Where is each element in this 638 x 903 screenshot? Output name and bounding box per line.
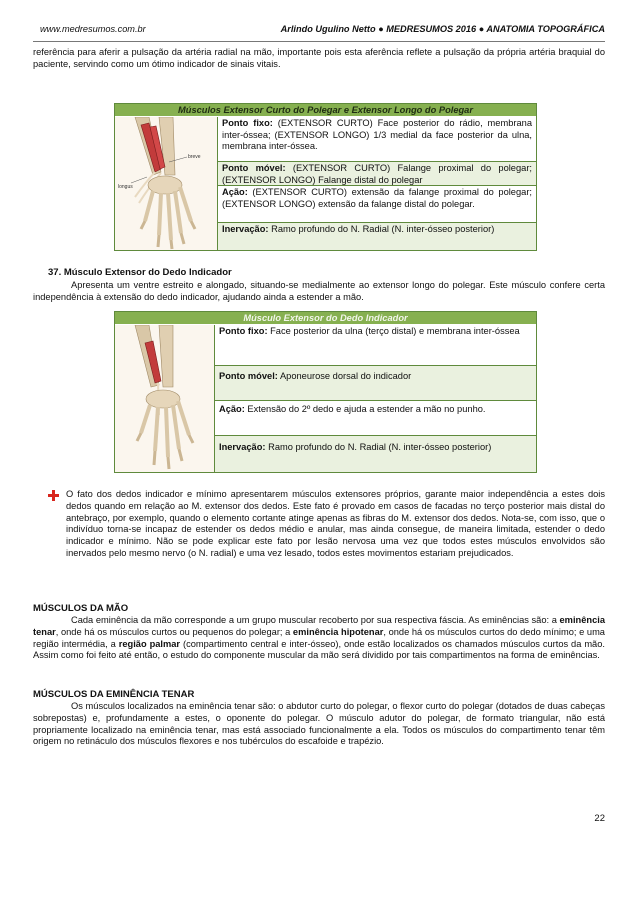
tenar-section-heading: MÚSCULOS DA EMINÊNCIA TENAR	[33, 689, 195, 700]
page-number: 22	[594, 813, 605, 824]
section-37-paragraph: Apresenta um ventre estreito e alongado, situando-se medialmente ao extensor longo do polegar. Este músculo confere certa independência à extensão do dedo indicador, ajudando ainda a estender a mão.	[33, 280, 605, 302]
header-author-line: Arlindo Ugulino Netto ● MEDRESUMOS 2016 ● ANATOMIA TOPOGRÁFICA	[280, 24, 605, 34]
table-row	[218, 185, 536, 222]
row-text: (EXTENSOR CURTO) Falange proximal do polegar; (EXTENSOR LONGO) Falange distal do polegar	[222, 163, 532, 185]
row-label: Inervação:	[219, 442, 266, 452]
forearm-illustration	[115, 325, 215, 472]
row-text: Extensão do 2º dedo e ajuda a estender a mão no punho.	[244, 404, 486, 414]
row-text: (EXTENSOR CURTO) extensão da falange proximal do polegar; (EXTENSOR LONGO) extensão da falange distal do polegar.	[222, 187, 532, 209]
row-label: Ponto fixo:	[222, 118, 273, 128]
row-label: Ação:	[222, 187, 248, 197]
row-label: Ponto móvel:	[222, 163, 286, 173]
row-text: Ramo profundo do N. Radial (N. inter-ósseo posterior)	[265, 442, 492, 452]
tenar-section-paragraph: Os músculos localizados na eminência tenar são: o abdutor curto do polegar, o flexor curto do polegar (dotados de duas cabeças sobrepostas) e, profundamente a estes, o oponente do polegar. O músculo adutor do polegar, de formato triangular, não está propriamente localizado na eminência tenar, mas está associado funcionalmente a ela. Todos os músculos do compartimento tenar têm origem no retináculo dos músculos flexores e nos tubérculos do escafoide e trapézio.	[33, 701, 605, 747]
table-row	[215, 400, 536, 435]
term-regiao-palmar: região palmar	[118, 638, 181, 649]
row-text: Ramo profundo do N. Radial (N. inter-ósseo posterior)	[268, 224, 495, 234]
table-row	[218, 161, 536, 185]
table-row	[218, 222, 536, 250]
table-row	[215, 435, 536, 472]
row-label: Ponto móvel:	[219, 371, 278, 381]
table-row	[218, 117, 536, 161]
header-rule	[33, 41, 605, 42]
hand-section-heading: MÚSCULOS DA MÃO	[33, 603, 129, 614]
image-label-short: breve	[188, 154, 201, 160]
term-eminencia-tenar: eminência tenar	[33, 615, 605, 637]
image-label-long: longus	[118, 184, 133, 190]
row-label: Inervação:	[222, 224, 269, 234]
row-text: (EXTENSOR CURTO) Face posterior do rádio, membrana inter-óssea; (EXTENSOR LONGO) 1/3 medial da face posterior da ulna, membrana inter-óssea.	[222, 118, 532, 152]
section-37-heading: 37. Músculo Extensor do Dedo Indicador	[48, 267, 232, 278]
hand-section-paragraph: Cada eminência da mão corresponde a um grupo muscular recoberto por sua respectiva fáscia. As eminências são: a eminência tenar, onde há os músculos curtos ou pequenos do polegar; a eminência hipotenar, onde há os músculos curtos do dedo mínimo; e uma região intermédia, a região palmar (compartimento central e inter-ósseo), onde estão localizados os chamados músculos curtos da mão. Assim como foi feito até então, o estudo do componente muscular da mão será dividido por tais compartimentos na forma de eminências.	[33, 615, 605, 661]
table-extensor-indicador	[114, 311, 537, 473]
intro-paragraph: referência para aferir a pulsação da artéria radial na mão, importante pois esta aferência reflete a pulsação da própria artéria braquial do paciente, servindo como um ótimo indicador de sinais vitais.	[33, 47, 605, 69]
table-extensor-polegar	[114, 103, 537, 251]
note-paragraph: O fato dos dedos indicador e mínimo apresentarem músculos extensores próprios, garante maior independência a estes dois dedos quando em relação ao M. extensor dos dedos. Este fato é provado em casos de facadas no terço posterior mais distal do antebraço, por exemplo, quando o elemento cortante atinge apenas as fibras do M. extensor dos dedos. Nota-se, com isso, que o indivíduo torna-se incapaz de estender os dedos médio e anular, mas ainda consegue, de maneira limitada, estender o dedo indicador e mínimo. Não se pode explicar este fato por lesão nervosa uma vez que todos estes músculos envolvidos são inervados pelo mesmo nervo (o N. radial) e uma vez lesado, todos estes movimentos estariam prejudicados.	[66, 489, 605, 558]
forearm-extensor-indicador-image	[115, 325, 214, 472]
row-text: Aponeurose dorsal do indicador	[277, 371, 412, 381]
row-label: Ponto fixo:	[219, 326, 268, 336]
table-row	[215, 365, 536, 400]
table-row	[215, 325, 536, 365]
red-cross-bullet-icon	[48, 490, 59, 501]
row-text: Face posterior da ulna (terço distal) e membrana inter-óssea	[267, 326, 520, 336]
term-eminencia-hipotenar: eminência hipotenar	[292, 626, 384, 637]
forearm-illustration	[115, 117, 218, 250]
table-title: Músculo Extensor do Dedo Indicador	[115, 312, 536, 324]
table-title: Músculos Extensor Curto do Polegar e Extensor Longo do Polegar	[115, 104, 536, 116]
header-site: www.medresumos.com.br	[40, 24, 146, 34]
forearm-extensor-polegar-image	[115, 117, 217, 250]
row-label: Ação:	[219, 404, 245, 414]
